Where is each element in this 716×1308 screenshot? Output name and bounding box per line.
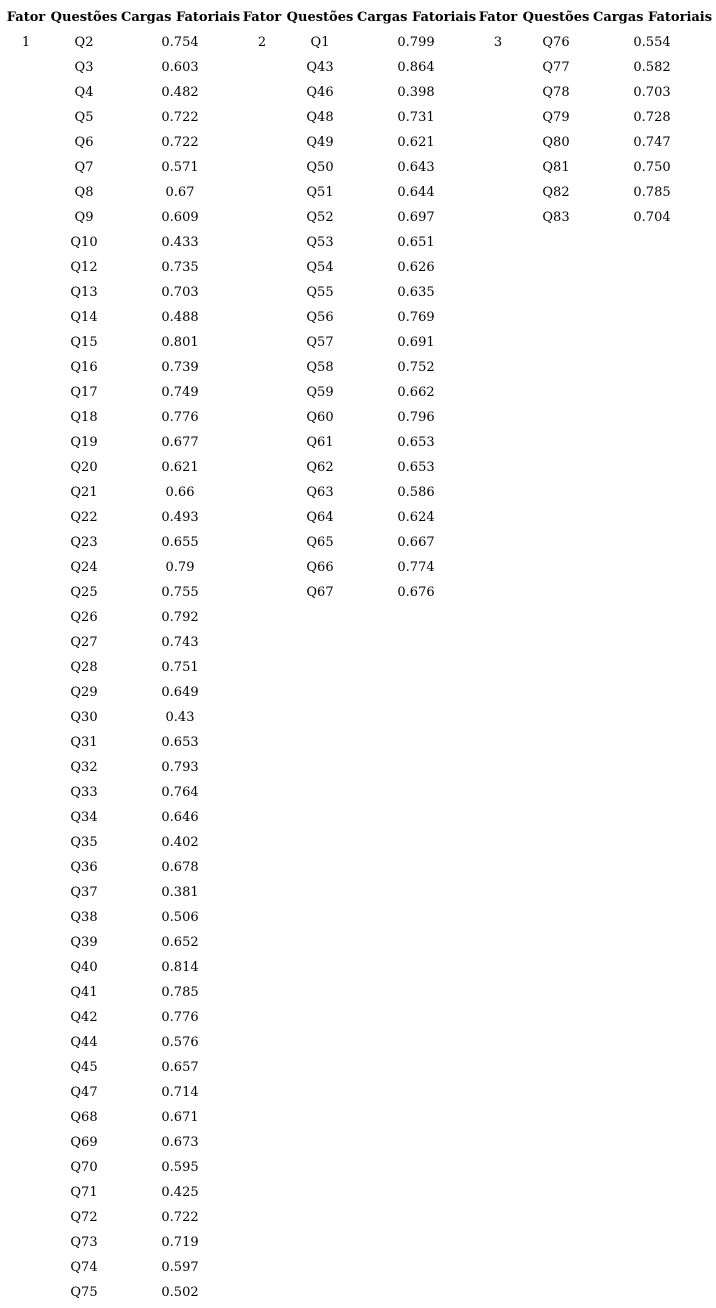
carga-cell: 0.655: [161, 535, 199, 550]
carga-cell: 0.722: [161, 1210, 199, 1225]
carga-cell: 0.398: [397, 85, 435, 100]
carga-cell: 0.731: [397, 110, 435, 125]
carga-cell: 0.488: [161, 310, 199, 325]
header-cargas-2: Cargas Fatoriais: [357, 10, 477, 25]
carga-cell: 0.621: [397, 135, 435, 150]
questao-cell: Q13: [70, 285, 98, 300]
questao-cell: Q54: [306, 260, 334, 275]
header-cargas-3: Cargas Fatoriais: [593, 10, 713, 25]
questao-cell: Q76: [542, 35, 570, 50]
carga-cell: 0.595: [161, 1160, 199, 1175]
carga-cell: 0.697: [397, 210, 435, 225]
fator-cell: 1: [21, 35, 31, 50]
questao-cell: Q10: [70, 235, 98, 250]
carga-cell: 0.402: [161, 835, 199, 850]
questao-cell: Q9: [74, 210, 94, 225]
carga-cell: 0.482: [161, 85, 199, 100]
carga-cell: 0.586: [397, 485, 435, 500]
header-fator-1: Fator: [6, 10, 46, 25]
carga-cell: 0.776: [161, 1010, 199, 1025]
questao-cell: Q30: [70, 710, 98, 725]
carga-cell: 0.609: [161, 210, 199, 225]
carga-cell: 0.793: [161, 760, 199, 775]
questao-cell: Q80: [542, 135, 570, 150]
carga-cell: 0.796: [397, 410, 435, 425]
questao-cell: Q59: [306, 385, 334, 400]
questao-cell: Q43: [306, 60, 334, 75]
questao-cell: Q62: [306, 460, 334, 475]
header-fator-2: Fator: [242, 10, 282, 25]
questao-cell: Q32: [70, 760, 98, 775]
carga-cell: 0.704: [633, 210, 671, 225]
questao-cell: Q47: [70, 1085, 98, 1100]
carga-cell: 0.676: [397, 585, 435, 600]
carga-cell: 0.554: [633, 35, 671, 50]
carga-cell: 0.643: [397, 160, 435, 175]
carga-cell: 0.703: [161, 285, 199, 300]
fator-cell: 3: [493, 35, 503, 50]
carga-cell: 0.621: [161, 460, 199, 475]
carga-cell: 0.799: [397, 35, 435, 50]
carga-cell: 0.571: [161, 160, 199, 175]
questao-cell: Q7: [74, 160, 94, 175]
questao-cell: Q3: [74, 60, 94, 75]
header-fator-3: Fator: [478, 10, 518, 25]
questao-cell: Q65: [306, 535, 334, 550]
carga-cell: 0.425: [161, 1185, 199, 1200]
carga-cell: 0.735: [161, 260, 199, 275]
questao-cell: Q37: [70, 885, 98, 900]
questao-cell: Q73: [70, 1235, 98, 1250]
carga-cell: 0.769: [397, 310, 435, 325]
carga-cell: 0.381: [161, 885, 199, 900]
carga-cell: 0.739: [161, 360, 199, 375]
carga-cell: 0.814: [161, 960, 199, 975]
carga-cell: 0.66: [165, 485, 195, 500]
carga-cell: 0.792: [161, 610, 199, 625]
carga-cell: 0.652: [161, 935, 199, 950]
questao-cell: Q67: [306, 585, 334, 600]
questao-cell: Q29: [70, 685, 98, 700]
questao-cell: Q23: [70, 535, 98, 550]
carga-cell: 0.719: [161, 1235, 199, 1250]
questao-cell: Q20: [70, 460, 98, 475]
questao-cell: Q38: [70, 910, 98, 925]
carga-cell: 0.714: [161, 1085, 199, 1100]
questao-cell: Q31: [70, 735, 98, 750]
carga-cell: 0.644: [397, 185, 435, 200]
questao-cell: Q8: [74, 185, 94, 200]
header-cargas-1: Cargas Fatoriais: [121, 10, 241, 25]
questao-cell: Q2: [74, 35, 94, 50]
fator-cell: 2: [257, 35, 267, 50]
questao-cell: Q49: [306, 135, 334, 150]
carga-cell: 0.646: [161, 810, 199, 825]
carga-cell: 0.678: [161, 860, 199, 875]
questao-cell: Q46: [306, 85, 334, 100]
carga-cell: 0.662: [397, 385, 435, 400]
questao-cell: Q63: [306, 485, 334, 500]
questao-cell: Q64: [306, 510, 334, 525]
carga-cell: 0.764: [161, 785, 199, 800]
carga-cell: 0.603: [161, 60, 199, 75]
questao-cell: Q57: [306, 335, 334, 350]
questao-cell: Q17: [70, 385, 98, 400]
questao-cell: Q56: [306, 310, 334, 325]
questao-cell: Q19: [70, 435, 98, 450]
carga-cell: 0.671: [161, 1110, 199, 1125]
questao-cell: Q71: [70, 1185, 98, 1200]
questao-cell: Q34: [70, 810, 98, 825]
questao-cell: Q14: [70, 310, 98, 325]
carga-cell: 0.653: [397, 460, 435, 475]
questao-cell: Q52: [306, 210, 334, 225]
carga-cell: 0.582: [633, 60, 671, 75]
questao-cell: Q48: [306, 110, 334, 125]
carga-cell: 0.667: [397, 535, 435, 550]
carga-cell: 0.651: [397, 235, 435, 250]
questao-cell: Q81: [542, 160, 570, 175]
questao-cell: Q26: [70, 610, 98, 625]
questao-cell: Q74: [70, 1260, 98, 1275]
questao-cell: Q51: [306, 185, 334, 200]
carga-cell: 0.747: [633, 135, 671, 150]
questao-cell: Q16: [70, 360, 98, 375]
questao-cell: Q83: [542, 210, 570, 225]
questao-cell: Q75: [70, 1285, 98, 1300]
questao-cell: Q35: [70, 835, 98, 850]
questao-cell: Q6: [74, 135, 94, 150]
questao-cell: Q66: [306, 560, 334, 575]
carga-cell: 0.752: [397, 360, 435, 375]
carga-cell: 0.649: [161, 685, 199, 700]
carga-cell: 0.754: [161, 35, 199, 50]
questao-cell: Q82: [542, 185, 570, 200]
questao-cell: Q55: [306, 285, 334, 300]
questao-cell: Q22: [70, 510, 98, 525]
questao-cell: Q40: [70, 960, 98, 975]
carga-cell: 0.576: [161, 1035, 199, 1050]
questao-cell: Q28: [70, 660, 98, 675]
questao-cell: Q68: [70, 1110, 98, 1125]
carga-cell: 0.743: [161, 635, 199, 650]
questao-cell: Q77: [542, 60, 570, 75]
carga-cell: 0.785: [633, 185, 671, 200]
carga-cell: 0.755: [161, 585, 199, 600]
questao-cell: Q4: [74, 85, 94, 100]
questao-cell: Q1: [310, 35, 330, 50]
carga-cell: 0.776: [161, 410, 199, 425]
carga-cell: 0.433: [161, 235, 199, 250]
questao-cell: Q53: [306, 235, 334, 250]
questao-cell: Q15: [70, 335, 98, 350]
questao-cell: Q45: [70, 1060, 98, 1075]
carga-cell: 0.502: [161, 1285, 199, 1300]
carga-cell: 0.691: [397, 335, 435, 350]
carga-cell: 0.750: [633, 160, 671, 175]
questao-cell: Q12: [70, 260, 98, 275]
header-questoes-3: Questões: [522, 10, 590, 25]
questao-cell: Q33: [70, 785, 98, 800]
questao-cell: Q50: [306, 160, 334, 175]
questao-cell: Q60: [306, 410, 334, 425]
questao-cell: Q36: [70, 860, 98, 875]
carga-cell: 0.864: [397, 60, 435, 75]
carga-cell: 0.653: [397, 435, 435, 450]
questao-cell: Q27: [70, 635, 98, 650]
carga-cell: 0.79: [165, 560, 195, 575]
questao-cell: Q25: [70, 585, 98, 600]
questao-cell: Q5: [74, 110, 94, 125]
carga-cell: 0.785: [161, 985, 199, 1000]
questao-cell: Q44: [70, 1035, 98, 1050]
questao-cell: Q69: [70, 1135, 98, 1150]
carga-cell: 0.673: [161, 1135, 199, 1150]
carga-cell: 0.722: [161, 135, 199, 150]
carga-cell: 0.751: [161, 660, 199, 675]
carga-cell: 0.728: [633, 110, 671, 125]
questao-cell: Q79: [542, 110, 570, 125]
questao-cell: Q18: [70, 410, 98, 425]
carga-cell: 0.722: [161, 110, 199, 125]
carga-cell: 0.657: [161, 1060, 199, 1075]
carga-cell: 0.506: [161, 910, 199, 925]
questao-cell: Q42: [70, 1010, 98, 1025]
questao-cell: Q21: [70, 485, 98, 500]
carga-cell: 0.653: [161, 735, 199, 750]
header-questoes-2: Questões: [286, 10, 354, 25]
carga-cell: 0.703: [633, 85, 671, 100]
carga-cell: 0.774: [397, 560, 435, 575]
carga-cell: 0.801: [161, 335, 199, 350]
carga-cell: 0.635: [397, 285, 435, 300]
header-questoes-1: Questões: [50, 10, 118, 25]
questao-cell: Q58: [306, 360, 334, 375]
carga-cell: 0.749: [161, 385, 199, 400]
carga-cell: 0.624: [397, 510, 435, 525]
questao-cell: Q41: [70, 985, 98, 1000]
questao-cell: Q72: [70, 1210, 98, 1225]
questao-cell: Q39: [70, 935, 98, 950]
questao-cell: Q24: [70, 560, 98, 575]
carga-cell: 0.597: [161, 1260, 199, 1275]
carga-cell: 0.626: [397, 260, 435, 275]
questao-cell: Q61: [306, 435, 334, 450]
carga-cell: 0.677: [161, 435, 199, 450]
questao-cell: Q70: [70, 1160, 98, 1175]
carga-cell: 0.67: [165, 185, 195, 200]
questao-cell: Q78: [542, 85, 570, 100]
carga-cell: 0.43: [165, 710, 195, 725]
carga-cell: 0.493: [161, 510, 199, 525]
